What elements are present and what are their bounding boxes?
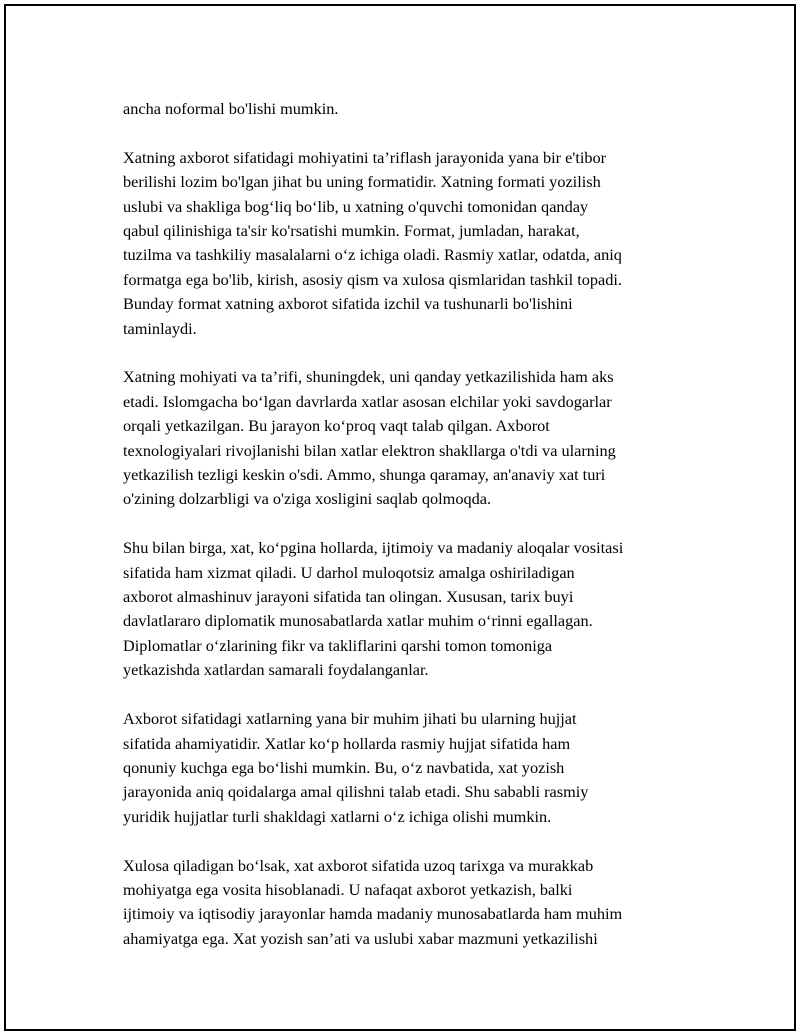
text-line: Diplomatlar o‘zlarining fikr va takliflarini qarshi tomon tomoniga <box>123 635 553 655</box>
text-line: Xulosa qiladigan bo‘lsak, xat axborot sifatida uzoq tarixga va murakkab <box>123 855 594 875</box>
paragraph-4 <box>123 536 693 682</box>
text-line: sifatida ham xizmat qiladi. U darhol muloqotsiz amalga oshiriladigan <box>123 562 575 582</box>
text-line: ancha noformal bo'lishi mumkin. <box>123 99 339 118</box>
text-line: taminlaydi. <box>123 318 197 338</box>
text-line: yetkazishda xatlardan samarali foydalanganlar. <box>123 660 429 680</box>
text-line: orqali yetkazilgan. Bu jarayon ko‘proq vaqt talab qilgan. Axborot <box>123 416 550 436</box>
paragraph-1 <box>123 97 693 121</box>
text-line: Shu bilan birga, xat, ko‘pgina hollarda, ijtimoiy va madaniy aloqalar vositasi <box>123 538 624 558</box>
text-line: qonuniy kuchga ega bo‘lishi mumkin. Bu, o‘z navbatida, xat yozish <box>123 757 565 777</box>
paragraph-3 <box>123 365 693 511</box>
text-line: ahamiyatga ega. Xat yozish san’ati va uslubi xabar mazmuni yetkazilishi <box>123 928 598 948</box>
text-line: yuridik hujjatlar turli shakldagi xatlarni o‘z ichiga olishi mumkin. <box>123 806 552 826</box>
text-line: sifatida ahamiyatidir. Xatlar ko‘p hollarda rasmiy hujjat sifatida ham <box>123 733 571 753</box>
text-line: uslubi va shakliga bog‘liq bo‘lib, u xatning o'quvchi tomonidan qanday <box>123 196 589 216</box>
text-line: etadi. Islomgacha bo‘lgan davrlarda xatlar asosan elchilar yoki savdogarlar <box>123 391 612 411</box>
page-frame <box>4 4 796 1031</box>
text-line: mohiyatga ega vosita hisoblanadi. U nafaqat axborot yetkazish, balki <box>123 879 573 899</box>
text-line: Bunday format xatning axborot sifatida izchil va tushunarli bo'lishini <box>123 294 573 314</box>
text-line: ijtimoiy va iqtisodiy jarayonlar hamda madaniy munosabatlarda ham muhim <box>123 904 623 924</box>
text-line: Axborot sifatidagi xatlarning yana bir muhim jihati bu ularning hujjat <box>123 709 577 729</box>
paragraph-6 <box>123 854 693 952</box>
text-line: qabul qilinishiga ta'sir ko'rsatishi mumkin. Format, jumladan, harakat, <box>123 221 580 241</box>
text-line: berilishi lozim bo'lgan jihat bu uning formatidir. Xatning formati yozilish <box>123 172 601 192</box>
text-line: Xatning axborot sifatidagi mohiyatini ta’riflash jarayonida yana bir e'tibor <box>123 147 607 167</box>
text-line: formatga ega bo'lib, kirish, asosiy qism va xulosa qismlaridan tashkil topadi. <box>123 269 622 289</box>
document-body <box>123 97 693 976</box>
text-line: davlatlararo diplomatik munosabatlarda xatlar muhim o‘rinni egallagan. <box>123 611 593 631</box>
text-line: jarayonida aniq qoidalarga amal qilishni talab etadi. Shu sababli rasmiy <box>123 782 589 802</box>
text-line: tuzilma va tashkiliy masalalarni o‘z ichiga oladi. Rasmiy xatlar, odatda, aniq <box>123 245 622 265</box>
paragraph-2 <box>123 146 693 341</box>
text-line: yetkazilish tezligi keskin o'sdi. Ammo, shunga qaramay, an'anaviy xat turi <box>123 465 606 485</box>
text-line: axborot almashinuv jarayoni sifatida tan olingan. Xususan, tarix buyi <box>123 587 574 607</box>
text-line: Xatning mohiyati va ta’rifi, shuningdek, uni qanday yetkazilishida ham aks <box>123 367 614 387</box>
text-line: o'zining dolzarbligi va o'ziga xosligini saqlab qolmoqda. <box>123 489 492 509</box>
text-line: texnologiyalari rivojlanishi bilan xatlar elektron shakllarga o'tdi va ularning <box>123 440 616 460</box>
paragraph-5 <box>123 707 693 829</box>
